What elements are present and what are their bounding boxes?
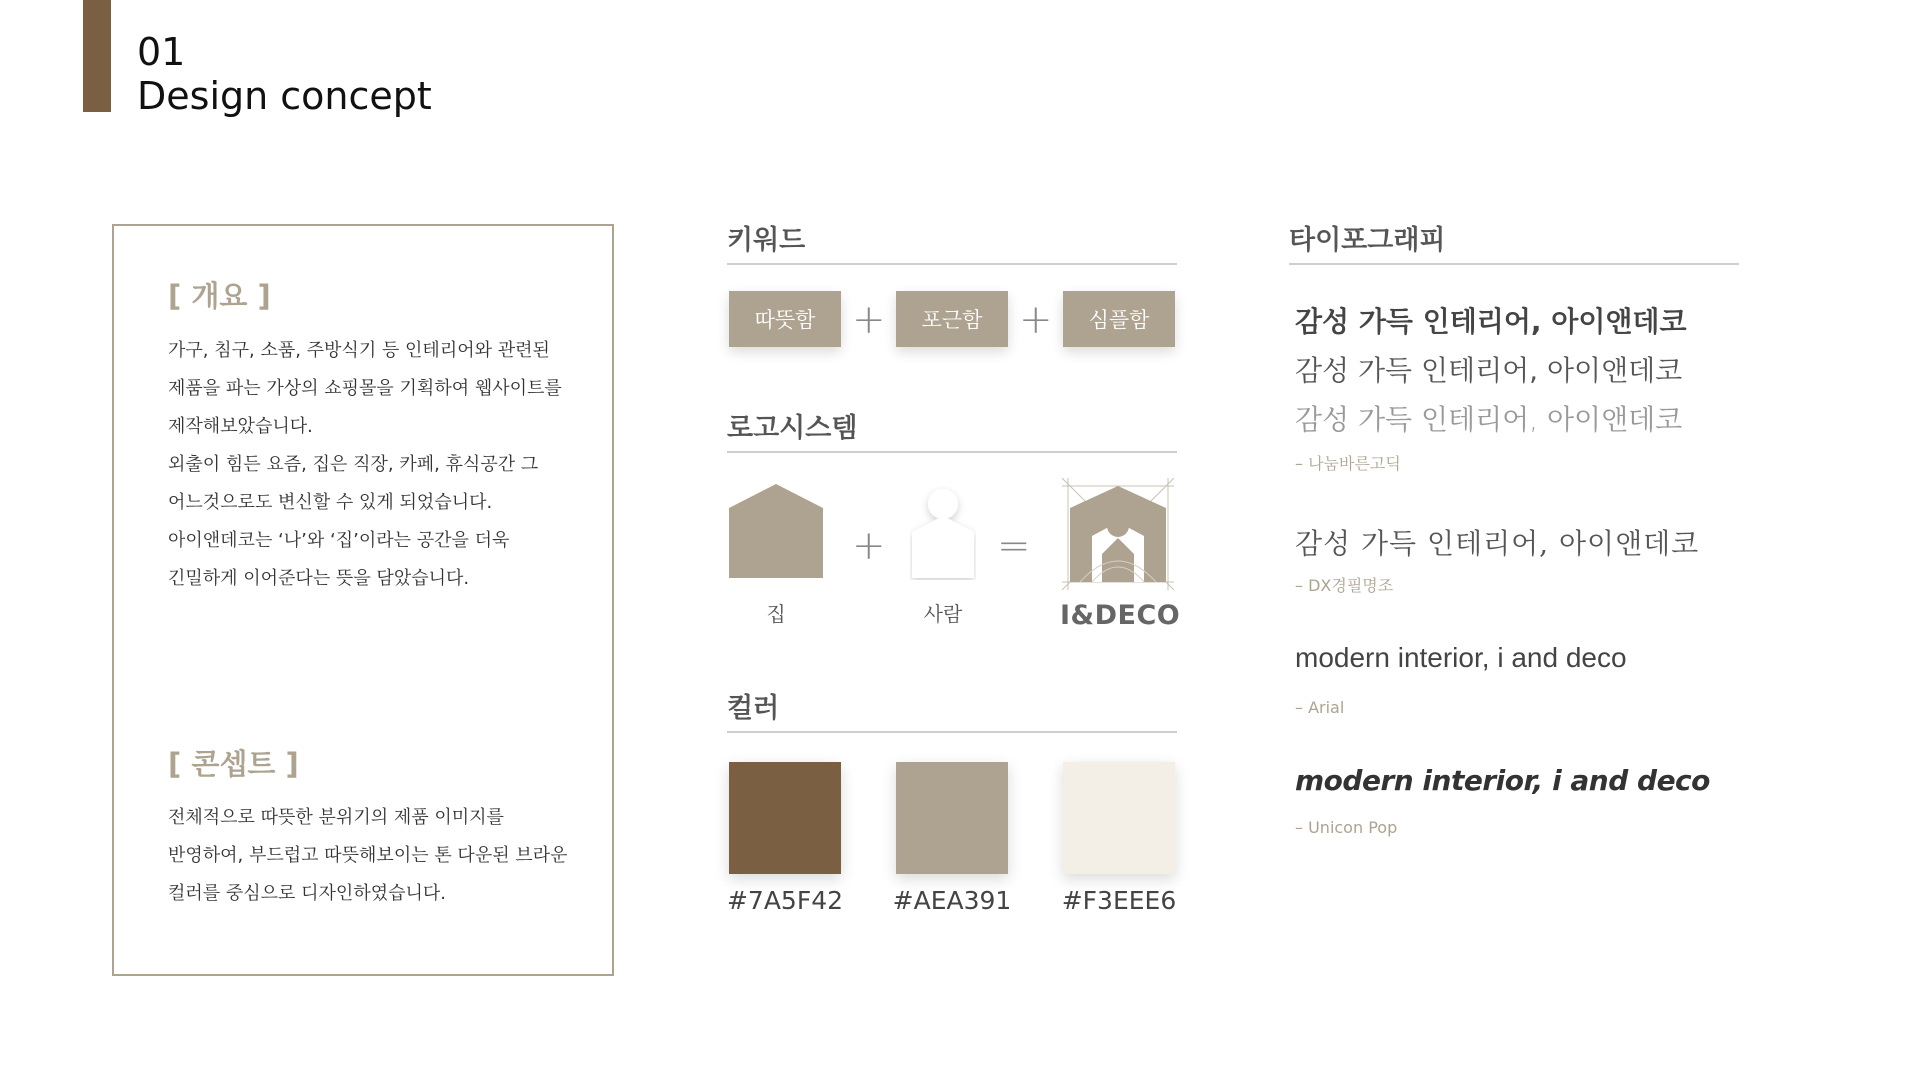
house-label: 집 [766, 602, 786, 626]
person-icon [910, 486, 976, 580]
i-and-deco-logo-icon [1062, 478, 1174, 590]
house-icon [729, 484, 823, 578]
font-caption-nanum: – 나눔바른고딕 [1295, 454, 1401, 473]
colors-title: 컬러 [727, 693, 780, 724]
keywords-title: 키워드 [727, 225, 806, 256]
overview-line: 아이앤데코는 ‘나’와 ‘집’이라는 공간을 더욱 [168, 530, 510, 551]
keyword-chip: 따뜻함 [729, 291, 841, 347]
person-label: 사람 [923, 602, 963, 626]
type-sample-regular: 감성 가득 인테리어, 아이앤데코 [1295, 354, 1683, 387]
overview-line: 외출이 힘든 요즘, 집은 직장, 카페, 휴식공간 그 [168, 454, 539, 475]
type-sample-bold: 감성 가득 인테리어, 아이앤데코 [1295, 305, 1687, 338]
section-number: 01 [137, 30, 186, 74]
overview-line: 어느것으로도 변신할 수 있게 되었습니다. [168, 492, 493, 513]
overview-line: 긴밀하게 이어준다는 뜻을 담았습니다. [168, 568, 470, 589]
page-title: Design concept [137, 74, 432, 118]
description-panel [112, 224, 614, 976]
font-caption-unicon: – Unicon Pop [1295, 818, 1398, 837]
color-swatch-brown [729, 762, 841, 874]
header-accent-bar [83, 0, 111, 112]
plus-icon: + [1019, 297, 1053, 343]
brand-wordmark: I&DECO [1060, 600, 1181, 631]
concept-heading: [ 콘셉트 ] [168, 747, 299, 781]
concept-line: 전체적으로 따뜻한 분위기의 제품 이미지를 [168, 807, 504, 828]
keywords-divider [727, 263, 1177, 265]
concept-line: 컬러를 중심으로 디자인하였습니다. [168, 883, 446, 904]
plus-icon: + [852, 523, 886, 569]
concept-text [168, 799, 588, 913]
concept-line: 반영하여, 부드럽고 따뜻해보이는 톤 다운된 브라운 [168, 845, 568, 866]
type-sample-light: 감성 가득 인테리어, 아이앤데코 [1295, 403, 1683, 436]
font-caption-arial: – Arial [1295, 698, 1345, 717]
font-caption-dx: – DX경필명조 [1295, 576, 1394, 595]
overview-heading: [ 개요 ] [168, 279, 271, 313]
overview-text [168, 332, 588, 598]
type-sample-serif: 감성 가득 인테리어, 아이앤데코 [1295, 527, 1700, 560]
type-sample-arial: modern interior, i and deco [1295, 642, 1627, 673]
color-swatch-taupe [896, 762, 1008, 874]
keyword-chip: 심플함 [1063, 291, 1175, 347]
typography-divider [1289, 263, 1739, 265]
plus-icon: + [852, 297, 886, 343]
color-hex: #7A5F42 [726, 886, 844, 915]
overview-line: 가구, 침구, 소품, 주방식기 등 인테리어와 관련된 [168, 340, 550, 361]
logo-system-divider [727, 451, 1177, 453]
color-swatch-cream [1063, 762, 1175, 874]
color-hex: #F3EEE6 [1061, 886, 1177, 915]
colors-divider [727, 731, 1177, 733]
typography-title: 타이포그래피 [1289, 225, 1446, 256]
color-hex: #AEA391 [892, 886, 1012, 915]
overview-line: 제품을 파는 가상의 쇼핑몰을 기획하여 웹사이트를 [168, 378, 562, 399]
keyword-chip: 포근함 [896, 291, 1008, 347]
type-sample-display: modern interior, i and deco [1295, 764, 1710, 797]
equals-icon: = [997, 523, 1031, 569]
overview-line: 제작해보았습니다. [168, 416, 313, 437]
logo-system-title: 로고시스템 [727, 413, 858, 444]
